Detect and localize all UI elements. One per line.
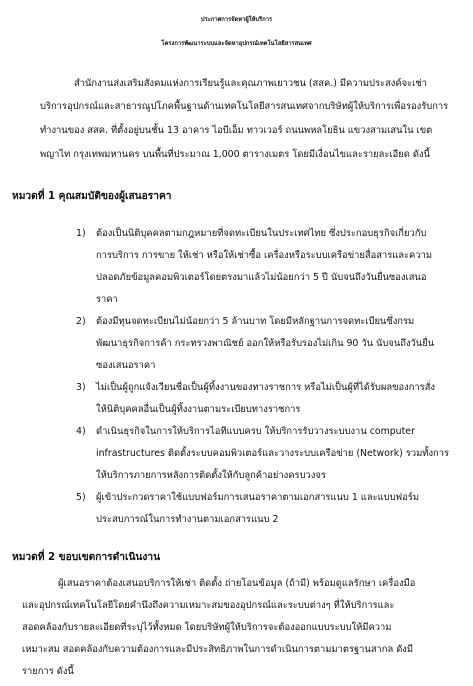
section-1-heading: หมวดที่ 1 คุณสมบัติของผู้เสนอราคา: [12, 191, 172, 202]
section-2-line: ผู้เสนอราคาต้องเสนอบริการให้เช่า ติดตั้ง ถ่ายโอนข้อมูล (ถ้ามี) พร้อมดูแลรักษา เครื่องมือ: [58, 578, 416, 589]
list-item-line: ไม่เป็นผู้ถูกแจ้งเวียนชื่อเป็นผู้ทิ้งงานของทางราชการ หรือไม่เป็นผู้ที่ได้รับผลของการสั่ง: [96, 382, 436, 393]
list-item-line: infrastructures ติดตั้งระบบคอมพิวเตอร์และวางระบบเครือข่าย (Network) รวมทั้งการ: [96, 448, 449, 459]
document-title-line-2: โครงการพัฒนาระบบและจัดหาอุปกรณ์เทคโนโลยีสารสนเทศ: [161, 41, 312, 47]
list-item-number: 3): [76, 382, 86, 393]
list-item-line: ซองเสนอราคา: [96, 360, 156, 371]
section-2-line: สอดคล้องกับรายละเอียดที่ระบุไว้ทั้งหมด โดยบริษัทผู้ให้บริการจะต้องออกแบบระบบให้มีความ: [22, 622, 392, 633]
list-item-line: ปลอดภัยข้อมูลคอมพิวเตอร์โดยตรงมาแล้วไม่น้อยกว่า 5 ปี นับจนถึงวันยื่นซองเสนอ: [96, 272, 427, 283]
list-item-line: ต้องมีทุนจดทะเบียนไม่น้อยกว่า 5 ล้านบาท โดยมีหลักฐานการจดทะเบียนซึ่งกรม: [96, 316, 415, 327]
list-item-line: ให้นิติบุคคลอื่นเป็นผู้ทิ้งงานตามระเบียบทางราชการ: [96, 404, 301, 415]
list-item-number: 1): [76, 228, 86, 239]
list-item-line: ผู้เข้าประกวดราคาใช้แบบฟอร์มการเสนอราคาตามเอกสารแนบ 1 และแบบฟอร์ม: [96, 492, 420, 503]
list-item-line: ดำเนินธุรกิจในการให้บริการไอทีแบบครบ ให้บริการรับวางระบบงาน computer: [96, 426, 415, 437]
list-item-line: ประสบการณ์ในการทำงานตามเอกสารแนบ 2: [96, 514, 279, 525]
section-2-line: และอุปกรณ์เทคโนโลยีโดยคำนึงถึงความเหมาะสมของอุปกรณ์และระบบต่างๆ ที่ให้บริการและ: [22, 600, 395, 611]
section-2-line: รายการ ดังนี้: [22, 666, 74, 677]
list-item-line: ต้องเป็นนิติบุคคลตามกฎหมายที่จดทะเบียนในประเทศไทย ซึ่งประกอบธุรกิจเกี่ยวกับ: [96, 228, 427, 239]
intro-line: สำนักงานส่งเสริมสังคมแห่งการเรียนรู้และคุณภาพเยาวชน (สสค.) มีความประสงค์จะเช่า: [74, 78, 427, 89]
section-2-line: เหมาะสม สอดคล้องกับความต้องการและมีประสิทธิภาพในการดำเนินการตามมาตรฐานสากล ดังมี: [22, 644, 414, 655]
list-item-line: ราคา: [96, 294, 118, 305]
list-item-line: พัฒนาธุรกิจการค้า กระทรวงพาณิชย์ ออกให้หรือรับรองไม่เกิน 90 วัน นับจนถึงวันยื่น: [96, 338, 435, 349]
section-2-heading: หมวดที่ 2 ขอบเขตการดำเนินงาน: [12, 552, 161, 563]
list-item-line: ให้บริการภายการหลังการติดตั้งให้กับลูกค้าอย่างครบวงจร: [96, 470, 326, 481]
intro-line: พญาไท กรุงเทพมหานคร บนพื้นที่ประมาณ 1,000 ตารางเมตร โดยมีเงื่อนไขและรายละเอียด ดังนี้: [40, 149, 430, 160]
list-item-number: 5): [76, 492, 86, 503]
list-item-line: การบริการ การขาย ให้เช่า หรือให้เช่าซื้อ เครื่องหรือระบบเครือข่ายสื่อสารและความ: [96, 250, 433, 261]
intro-line: ทำงานของ สสค. ที่ตั้งอยู่บนชั้น 13 อาคาร ไอบีเอ็ม ทาวเวอร์ ถนนพหลโยธิน แขวงสามเสนใน เขต: [40, 125, 433, 136]
list-item-number: 2): [76, 316, 86, 327]
document-title-line-1: ประกาศการจัดหาผู้ให้บริการ: [200, 17, 273, 23]
intro-line: บริการอุปกรณ์และสาธารณูปโภคพื้นฐานด้านเทคโนโลยีสารสนเทศจากบริษัทผู้ให้บริการเพื่อรองรับการ: [40, 101, 449, 112]
list-item-number: 4): [76, 426, 86, 437]
